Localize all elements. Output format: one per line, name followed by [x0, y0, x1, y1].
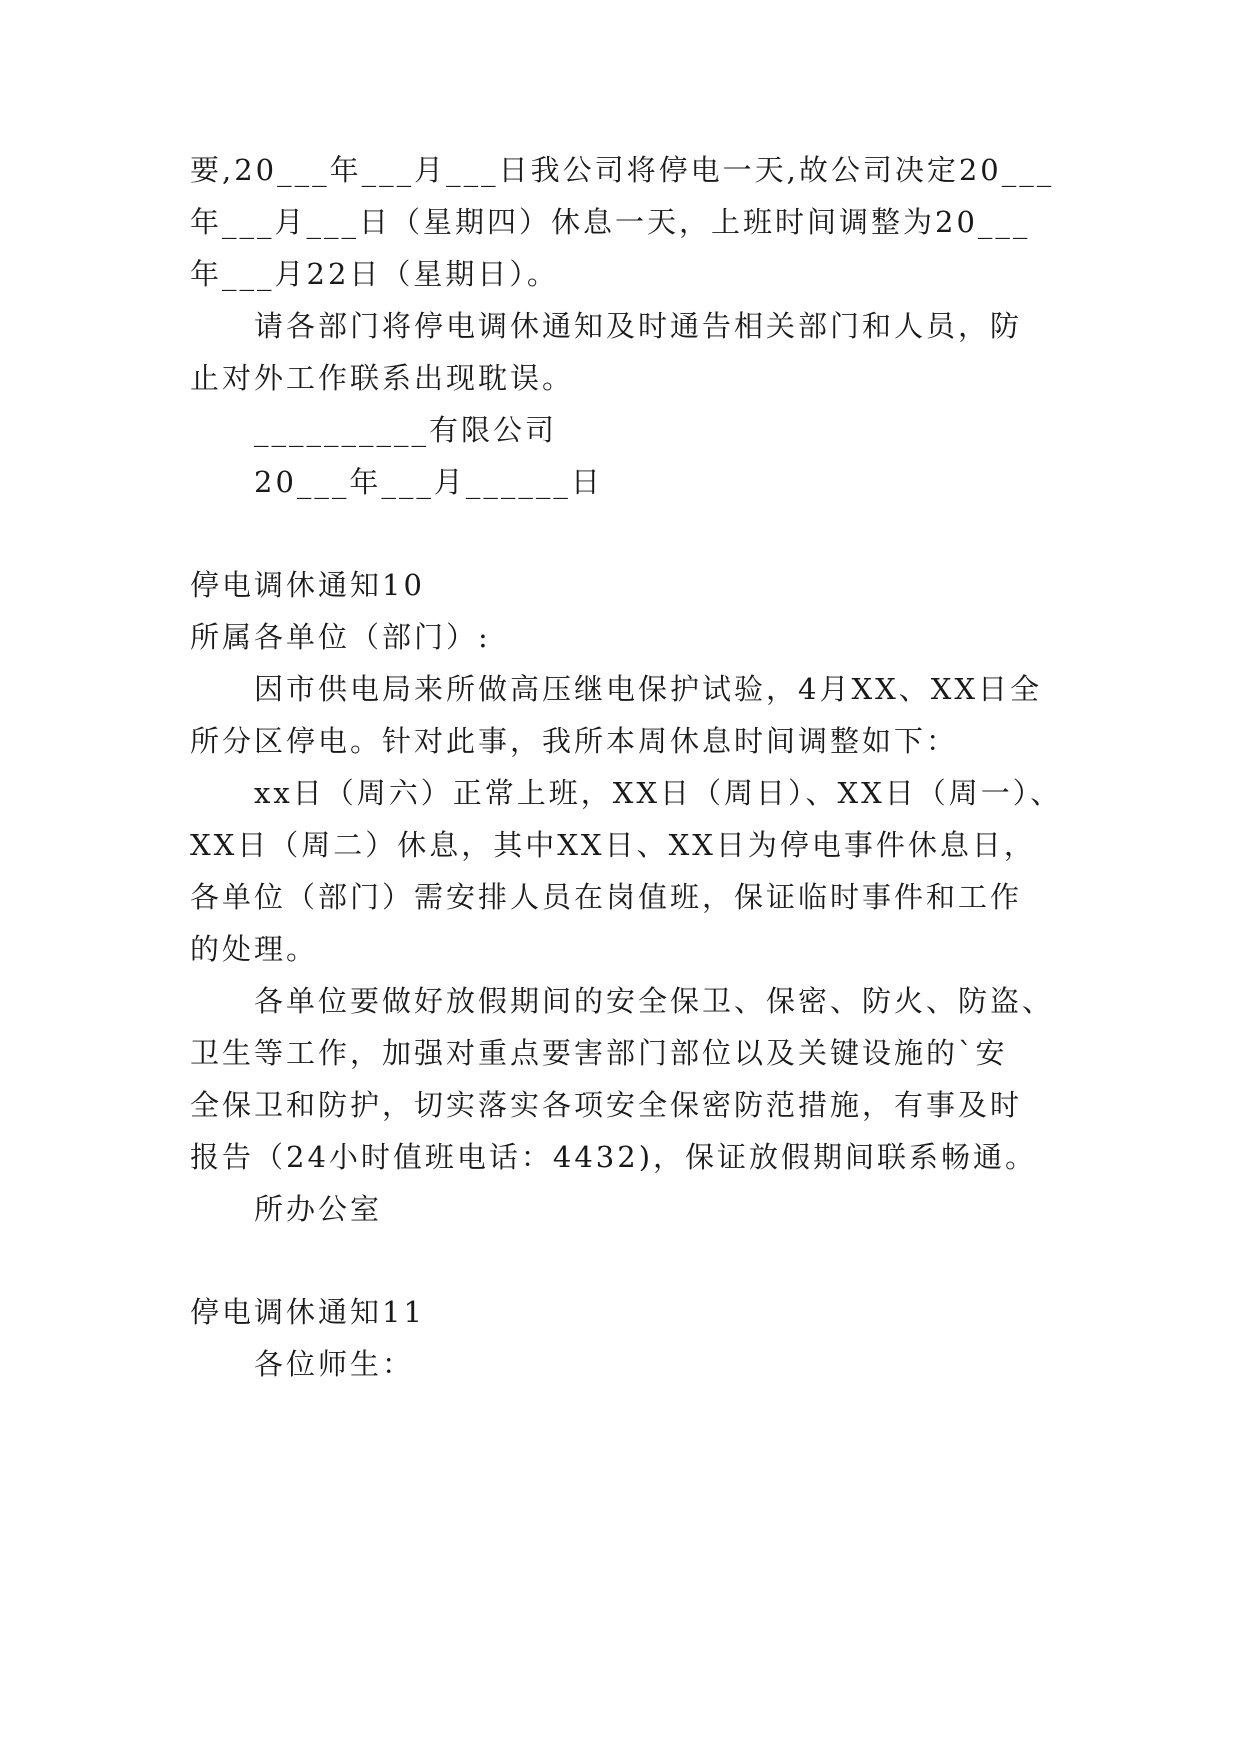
paragraph-line: 各单位要做好放假期间的安全保卫、保密、防火、防盗、 — [254, 984, 1055, 1018]
paragraph-line: 止对外工作联系出现耽误。 — [190, 361, 575, 395]
salutation: 所属各单位（部门）: — [190, 620, 491, 654]
paragraph-line: 各单位（部门）需安排人员在岗值班，保证临时事件和工作 — [190, 880, 1023, 914]
paragraph-line: 全保卫和防护，切实落实各项安全保密防范措施，有事及时 — [190, 1088, 1023, 1122]
paragraph-line: XX日（周二）休息，其中XX日、XX日为停电事件休息日， — [190, 828, 1036, 862]
paragraph-line: xx日（周六）正常上班，XX日（周日）、XX日（周一）、 — [254, 776, 1063, 810]
notice-title: 停电调休通知10 — [190, 568, 425, 602]
paragraph-line: 报告（24小时值班电话：4432)，保证放假期间联系畅通。 — [190, 1140, 1038, 1174]
salutation: 各位师生： — [254, 1347, 415, 1381]
paragraph-line: 年___月22日（星期日）。 — [190, 257, 559, 291]
paragraph-line: 卫生等工作，加强对重点要害部门部位以及关键设施的`安 — [190, 1036, 1008, 1070]
paragraph-line: 请各部门将停电调休通知及时通告相关部门和人员，防 — [254, 309, 1023, 343]
signature-company: __________有限公司 — [254, 413, 558, 447]
paragraph-line: 所分区停电。针对此事，我所本周休息时间调整如下： — [190, 724, 959, 758]
paragraph-line: 要,20___年___月___日我公司将停电一天,故公司决定20___ — [190, 153, 1055, 187]
signature-date: 20___年___月______日 — [254, 465, 603, 499]
signature: 所办公室 — [254, 1192, 383, 1226]
paragraph-line: 年___月___日（星期四）休息一天，上班时间调整为20___ — [190, 205, 1031, 239]
paragraph-line: 因市供电局来所做高压继电保护试验，4月XX、XX日全 — [254, 672, 1043, 706]
paragraph-line: 的处理。 — [190, 932, 319, 966]
notice-title: 停电调休通知11 — [190, 1295, 425, 1329]
